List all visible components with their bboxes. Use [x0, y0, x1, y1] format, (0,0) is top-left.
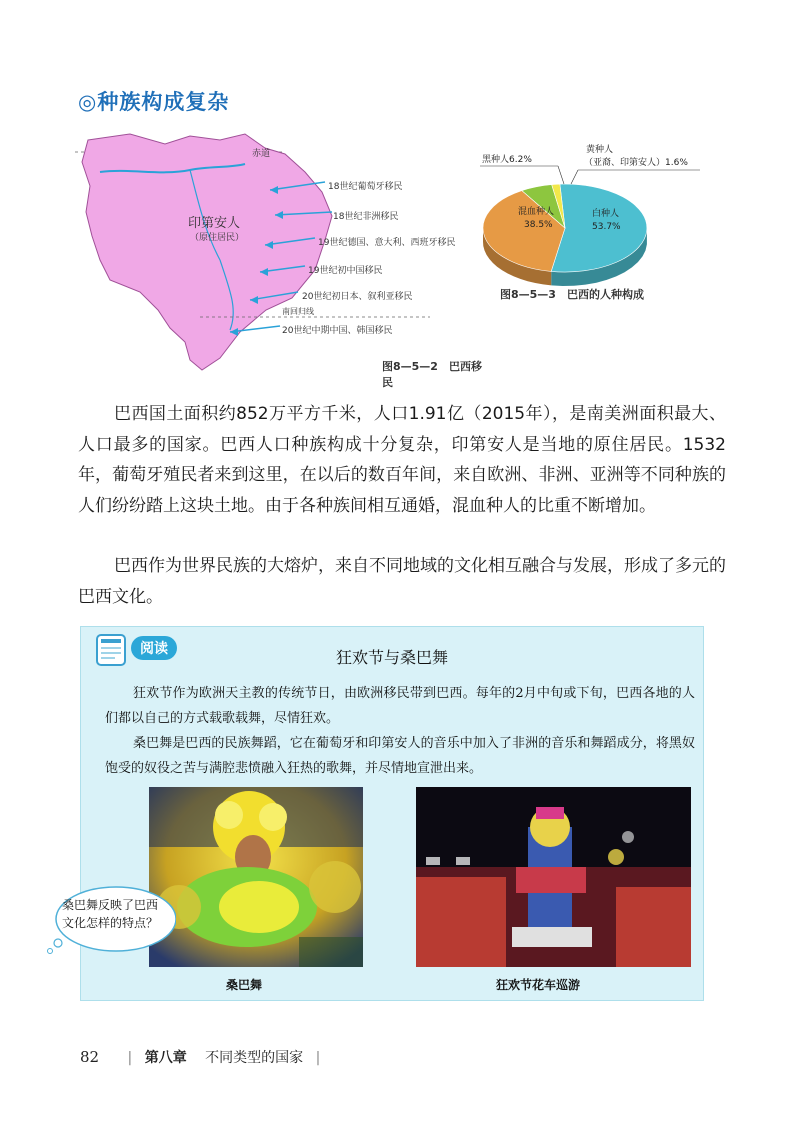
reading-paragraph-1: 狂欢节作为欧洲天主教的传统节日，由欧洲移民带到巴西。每年的2月中旬或下旬，巴西各地的人们都以自己的方式载歌载舞，尽情狂欢。 — [105, 686, 695, 726]
pie-label-black: 黑种人6.2% — [482, 155, 532, 165]
reading-paragraph-2: 桑巴舞是巴西的民族舞蹈，它在葡萄牙和印第安人的音乐中加入了非洲的音乐和舞蹈成分，将黑奴饱受的奴役之苦与满腔悲愤融入狂热的歌舞，并尽情地宣泄出来。 — [105, 736, 695, 776]
samba-photo — [149, 787, 363, 967]
migration-label-4: 19世纪初中国移民 — [308, 266, 383, 276]
section-title-text: 种族构成复杂 — [97, 90, 230, 114]
question-text: 桑巴舞反映了巴西文化怎样的特点？ — [62, 898, 159, 930]
pie-label-white: 白种人 — [592, 209, 620, 219]
migration-label-2: 18世纪非洲移民 — [333, 212, 399, 222]
indigenous-label: 印第安人 — [188, 216, 241, 231]
chapter-number: 第八章 — [144, 1050, 187, 1066]
page-footer — [80, 1047, 328, 1067]
migration-label-1: 18世纪葡萄牙移民 — [328, 182, 403, 192]
pie-leader-yellow-2 — [571, 170, 578, 184]
migration-label-3: 19世纪德国、意大利、西班牙移民 — [318, 238, 456, 248]
page-number: 82 — [80, 1048, 100, 1066]
reading-title: 狂欢节与桑巴舞 — [335, 648, 448, 667]
tropic-label: 南回归线 — [282, 307, 314, 316]
reading-badge: 阅读 — [131, 636, 177, 660]
pie-label-yellow-2: （亚裔、印第安人）1.6% — [584, 158, 688, 168]
pie-caption: 图8—5—3 巴西的人种构成 — [500, 288, 644, 301]
parade-photo-caption: 狂欢节花车巡游 — [496, 978, 581, 992]
pie-value-white: 53.7% — [592, 222, 621, 232]
pie-label-mixed: 混血种人 — [518, 207, 555, 217]
indigenous-sublabel: （原住居民） — [190, 233, 245, 243]
samba-photo-caption: 桑巴舞 — [226, 978, 263, 992]
footer-separator-end: | — [315, 1050, 321, 1066]
equator-label: 赤道 — [252, 149, 271, 159]
map-caption: 图8—5—2 巴西移民 — [382, 360, 482, 389]
pie-leader-black-2 — [558, 166, 564, 184]
section-title — [78, 86, 229, 116]
pie-label-yellow: 黄种人 — [586, 145, 614, 155]
migration-label-6: 20世纪中期中国、韩国移民 — [282, 326, 393, 336]
footer-separator: | — [127, 1050, 133, 1066]
pie-value-mixed: 38.5% — [524, 220, 553, 230]
parade-photo — [416, 787, 691, 967]
paragraph-2: 巴西作为世界民族的大熔炉，来自不同地域的文化相互融合与发展，形成了多元的巴西文化。 — [78, 556, 726, 607]
migration-label-5: 20世纪初日本、叙利亚移民 — [302, 292, 413, 302]
section-mark: ◎ — [78, 90, 98, 114]
paragraph-1: 巴西国土面积约852万平方千米，人口1.91亿（2015年），是南美洲面积最大、人口最多的国家。巴西人口种族构成十分复杂，印第安人是当地的原住居民。1532年，葡萄牙殖民者来到这里，在以后的数百年间，来自欧洲、非洲、亚洲等不同种族的人们纷纷踏上这块土地。由于各种族间相互通婚，混血种人的比重不断增加。 — [78, 404, 726, 516]
chapter-title: 不同类型的国家 — [205, 1050, 304, 1066]
brazil-migration-map — [70, 120, 490, 389]
race-pie-chart — [470, 140, 720, 310]
